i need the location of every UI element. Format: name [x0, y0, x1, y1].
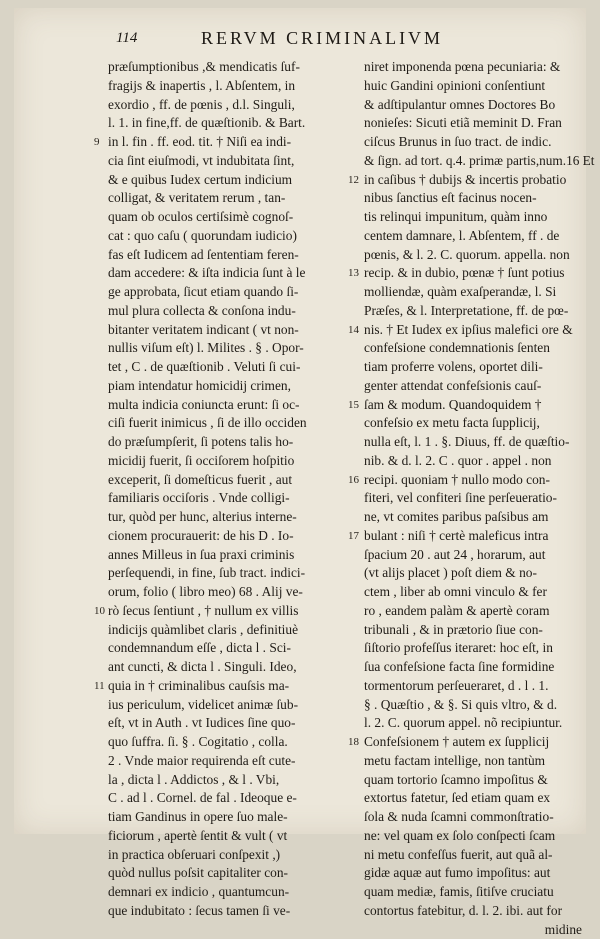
text-line [364, 921, 596, 939]
text-line [364, 227, 596, 246]
line-text: quam tortorio ſcamno impoſitus & [364, 771, 548, 790]
line-text: quam mediæ, famis, ſitiſve cruciatu [364, 883, 554, 902]
line-text: § . Quæſtio , & §. Si quis vltro, & d. [364, 696, 557, 715]
text-line [108, 358, 340, 377]
line-text: præſumptionibus ,& mendicatis ſuf- [108, 58, 300, 77]
line-text: nonieſes: Sicuti etiã meminit D. Fran [364, 114, 562, 133]
line-text: tiam Gandinus in opere ſuo male- [108, 808, 288, 827]
page-number: 114 [116, 30, 137, 47]
line-text: fas eſt Iudicem ad ſententiam feren- [108, 246, 299, 265]
text-line [364, 302, 596, 321]
text-line [108, 527, 340, 546]
line-text: nullis viſum eſt) l. Milites . § . Opor- [108, 339, 304, 358]
line-text: in caſibus † dubijs & incertis probatio [364, 171, 566, 190]
line-text: centem damnare, l. Abſentem, ff . de [364, 227, 559, 246]
text-line [108, 846, 340, 865]
line-text: micidij fuerit, ſi occiſorem hoſpitio [108, 452, 294, 471]
text-line [108, 546, 340, 565]
line-text: in l. fin . ff. eod. tit. † Niſi ea indi- [108, 133, 291, 152]
line-text: mul plura collecta & conſona indu- [108, 302, 296, 321]
line-text: exceperit, ſi domeſticus fuerit , aut [108, 471, 292, 490]
text-line [364, 377, 596, 396]
text-line [364, 696, 596, 715]
text-line [108, 696, 340, 715]
margin-number: 15 [348, 396, 359, 415]
line-text: ſam & modum. Quandoquidem † [364, 396, 541, 415]
line-text: (vt alijs placet ) poſt diem & no- [364, 564, 537, 583]
text-line [108, 639, 340, 658]
text-line [108, 902, 340, 921]
line-text: ficiorum , apertè ſentit & vult ( vt [108, 827, 287, 846]
text-line [364, 152, 596, 171]
line-text: ius periculum, videlicet animæ ſub- [108, 696, 298, 715]
text-line [108, 227, 340, 246]
text-line [364, 133, 596, 152]
text-line [108, 433, 340, 452]
text-line [364, 358, 596, 377]
line-text: nulla eſt, l. 1 . §. Diuus, ff. de quæſtio- [364, 433, 569, 452]
line-text: midine [545, 921, 582, 939]
text-line [364, 171, 596, 190]
margin-number: 18 [348, 733, 359, 752]
text-line [364, 321, 596, 340]
text-line [364, 452, 596, 471]
right-text-column [364, 58, 596, 939]
margin-number: 14 [348, 321, 359, 340]
text-line [108, 864, 340, 883]
line-text: in practica obſeruari conſpexit ,) [108, 846, 280, 865]
line-text: & ſign. ad tort. q.4. primæ partis,num.16 Et [364, 152, 594, 171]
text-line [364, 546, 596, 565]
line-text: rò ſecus ſentiunt , † nullum ex villis [108, 602, 298, 621]
line-text: metu factam intellige, non tantùm [364, 752, 545, 771]
line-text: ſola & nuda ſcamni commonſtratio- [364, 808, 554, 827]
text-line [108, 621, 340, 640]
line-text: cionem procurauerit: de his D . Io- [108, 527, 294, 546]
line-text: ciſcus Brunus in ſuo tract. de indic. [364, 133, 551, 152]
text-line [108, 602, 340, 621]
line-text: 2 . Vnde maior requirenda eſt cute- [108, 752, 296, 771]
line-text: piam intendatur homicidij crimen, [108, 377, 291, 396]
line-text: huic Gandini opinioni conſentiunt [364, 77, 545, 96]
text-line [364, 564, 596, 583]
text-line [364, 114, 596, 133]
text-line [364, 771, 596, 790]
text-line [108, 302, 340, 321]
text-line [364, 471, 596, 490]
text-line [108, 658, 340, 677]
text-line [364, 489, 596, 508]
text-line [108, 171, 340, 190]
line-text: exordio , ff. de pœnis , d.l. Singuli, [108, 96, 295, 115]
text-line [364, 808, 596, 827]
line-text: gidæ aquæ aut fumo impoſitus: aut [364, 864, 550, 883]
text-line [364, 339, 596, 358]
text-line [108, 96, 340, 115]
line-text: fiteri, vel confiteri ſine perſeueratio- [364, 489, 557, 508]
text-line [364, 189, 596, 208]
text-line [108, 58, 340, 77]
text-line [108, 489, 340, 508]
text-line [108, 246, 340, 265]
text-line [364, 639, 596, 658]
line-text: ne, vt comites paribus paſsibus am [364, 508, 548, 527]
left-text-column [108, 58, 340, 921]
text-line [108, 189, 340, 208]
text-line [364, 246, 596, 265]
text-line [108, 883, 340, 902]
line-text: extortus fatetur, ſed etiam quam ex [364, 789, 550, 808]
text-line [108, 152, 340, 171]
line-text: ro , eandem palàm & apertè coram [364, 602, 550, 621]
margin-number: 12 [348, 171, 359, 190]
text-line [364, 414, 596, 433]
text-line [108, 77, 340, 96]
text-line [108, 827, 340, 846]
line-text: & adſtipulantur omnes Doctores Bo [364, 96, 555, 115]
line-text: quia in † criminalibus cauſsis ma- [108, 677, 289, 696]
margin-number: 9 [94, 133, 100, 152]
text-line [364, 846, 596, 865]
text-line [108, 377, 340, 396]
line-text: nis. † Et Iudex ex ipſius malefici ore & [364, 321, 573, 340]
line-text: ſua confeſsione facta ſine formidine [364, 658, 554, 677]
line-text: ſiſtorio profeſſus iteraret: hoc eſt, in [364, 639, 553, 658]
margin-number: 11 [94, 677, 105, 696]
text-line [364, 264, 596, 283]
line-text: confeſsione condemnationis ſenten [364, 339, 550, 358]
text-line [364, 96, 596, 115]
margin-number: 10 [94, 602, 105, 621]
text-line [364, 733, 596, 752]
text-line [364, 508, 596, 527]
line-text: perſequendi, in fine, ſub tract. indici- [108, 564, 305, 583]
line-text: ant cuncti, & dicta l . Singuli. Ideo, [108, 658, 297, 677]
line-text: bitanter veritatem indicant ( vt non- [108, 321, 299, 340]
running-title: RERVM CRIMINALIVM [201, 28, 443, 49]
line-text: quo ſuffra. ſi. § . Cogitatio , colla. [108, 733, 288, 752]
line-text: indicijs quàmlibet claris , definitiuè [108, 621, 298, 640]
text-line [108, 321, 340, 340]
text-line [108, 339, 340, 358]
line-text: tribunali , & in prætorio ſiue con- [364, 621, 543, 640]
line-text: recipi. quoniam † nullo modo con- [364, 471, 550, 490]
line-text: familiaris occiſoris . Vnde colligi- [108, 489, 290, 508]
line-text: Præſes, & l. Interpretatione, ff. de pœ- [364, 302, 568, 321]
text-line [108, 471, 340, 490]
line-text: tur, quòd per hunc, alterius interne- [108, 508, 297, 527]
line-text: l. 1. in fine,ff. de quæſtionib. & Bart. [108, 114, 305, 133]
text-line [364, 396, 596, 415]
line-text: pœnis, & l. 2. C. quorum. appella. non [364, 246, 570, 265]
line-text: demnari ex indicio , quantumcun- [108, 883, 289, 902]
text-line [364, 902, 596, 921]
line-text: nibus ſanctius eſt facinus nocen- [364, 189, 537, 208]
text-line [364, 864, 596, 883]
text-line [364, 283, 596, 302]
text-line [364, 883, 596, 902]
text-line [108, 677, 340, 696]
line-text: bulant : niſi † certè maleficus intra [364, 527, 548, 546]
text-line [108, 771, 340, 790]
text-line [364, 714, 596, 733]
text-line [364, 58, 596, 77]
line-text: confeſsio ex metu facta ſupplicij, [364, 414, 540, 433]
line-text: genter attendat confeſsionis cauſ- [364, 377, 541, 396]
line-text: cat : quo caſu ( quorundam iudicio) [108, 227, 297, 246]
text-line [108, 508, 340, 527]
text-line [108, 283, 340, 302]
line-text: ge approbata, ſicut etiam quando ſi- [108, 283, 298, 302]
text-line [364, 827, 596, 846]
text-line [364, 583, 596, 602]
margin-number: 17 [348, 527, 359, 546]
line-text: molliendæ, quàm exaſperandæ, l. Si [364, 283, 556, 302]
line-text: annes Milleus in ſua praxi criminis [108, 546, 294, 565]
line-text: condemnandum eſſe , dicta l . Sci- [108, 639, 291, 658]
line-text: tis relinqui impunitum, quàm inno [364, 208, 547, 227]
line-text: ctem , liber ab omni vinculo & fer [364, 583, 547, 602]
text-line [364, 789, 596, 808]
text-line [108, 733, 340, 752]
margin-number: 16 [348, 471, 359, 490]
text-line [108, 714, 340, 733]
line-text: ciſi fuerit inimicus , ſi de illo occiden [108, 414, 307, 433]
line-text: cia ſint eiuſmodi, vt indubitata ſint, [108, 152, 294, 171]
line-text: ſpacium 20 . aut 24 , horarum, aut [364, 546, 545, 565]
text-line [108, 808, 340, 827]
text-line [108, 414, 340, 433]
line-text: C . ad l . Cornel. de fal . Ideoque e- [108, 789, 297, 808]
line-text: colligat, & veritatem rerum , tan- [108, 189, 285, 208]
text-line [364, 621, 596, 640]
line-text: recip. & in dubio, pœnæ † ſunt potius [364, 264, 564, 283]
line-text: niret imponenda pœna pecuniaria: & [364, 58, 560, 77]
line-text: quòd nullus poſsit capitaliter con- [108, 864, 288, 883]
line-text: ne: vel quam ex ſolo conſpecti ſcam [364, 827, 555, 846]
text-line [108, 583, 340, 602]
line-text: que indubitato : ſecus tamen ſi ve- [108, 902, 290, 921]
line-text: tet , C . de quæſtionib . Veluti ſi cui- [108, 358, 300, 377]
line-text: eſt, vt in Auth . vt Iudices ſine quo- [108, 714, 295, 733]
line-text: l. 2. C. quorum appel. nõ recipiuntur. [364, 714, 562, 733]
line-text: contortus fatebitur, d. l. 2. ibi. aut for [364, 902, 562, 921]
line-text: do præſumpſerit, ſi potens talis ho- [108, 433, 293, 452]
text-line [108, 564, 340, 583]
text-line [108, 396, 340, 415]
text-line [108, 789, 340, 808]
line-text: tiam proferre volens, oportet dili- [364, 358, 543, 377]
text-line [108, 264, 340, 283]
margin-number: 13 [348, 264, 359, 283]
line-text: & e quibus Iudex certum indicium [108, 171, 292, 190]
line-text: orum, folio ( libro meo) 68 . Alij ve- [108, 583, 303, 602]
text-line [108, 114, 340, 133]
line-text: Confeſsionem † autem ex ſupplicij [364, 733, 549, 752]
text-line [364, 433, 596, 452]
line-text: nib. & d. l. 2. C . quor . appel . non [364, 452, 551, 471]
text-line [364, 677, 596, 696]
text-line [364, 527, 596, 546]
text-line [108, 133, 340, 152]
text-line [364, 752, 596, 771]
line-text: multa indicia coniuncta erunt: ſi oc- [108, 396, 300, 415]
book-page [14, 8, 586, 834]
line-text: ni metu confeſſus fuerit, aut quã al- [364, 846, 553, 865]
text-line [364, 658, 596, 677]
line-text: la , dicta l . Addictos , & l . Vbi, [108, 771, 279, 790]
text-line [108, 208, 340, 227]
line-text: fragijs & inapertis , l. Abſentem, in [108, 77, 295, 96]
text-line [364, 208, 596, 227]
text-line [364, 602, 596, 621]
text-line [108, 452, 340, 471]
line-text: tormentorum perſeueraret, d . l . 1. [364, 677, 548, 696]
text-line [364, 77, 596, 96]
text-line [108, 752, 340, 771]
line-text: quam ob oculos certiſsimè cognoſ- [108, 208, 293, 227]
line-text: dam accedere: & iſta indicia ſunt à le [108, 264, 305, 283]
